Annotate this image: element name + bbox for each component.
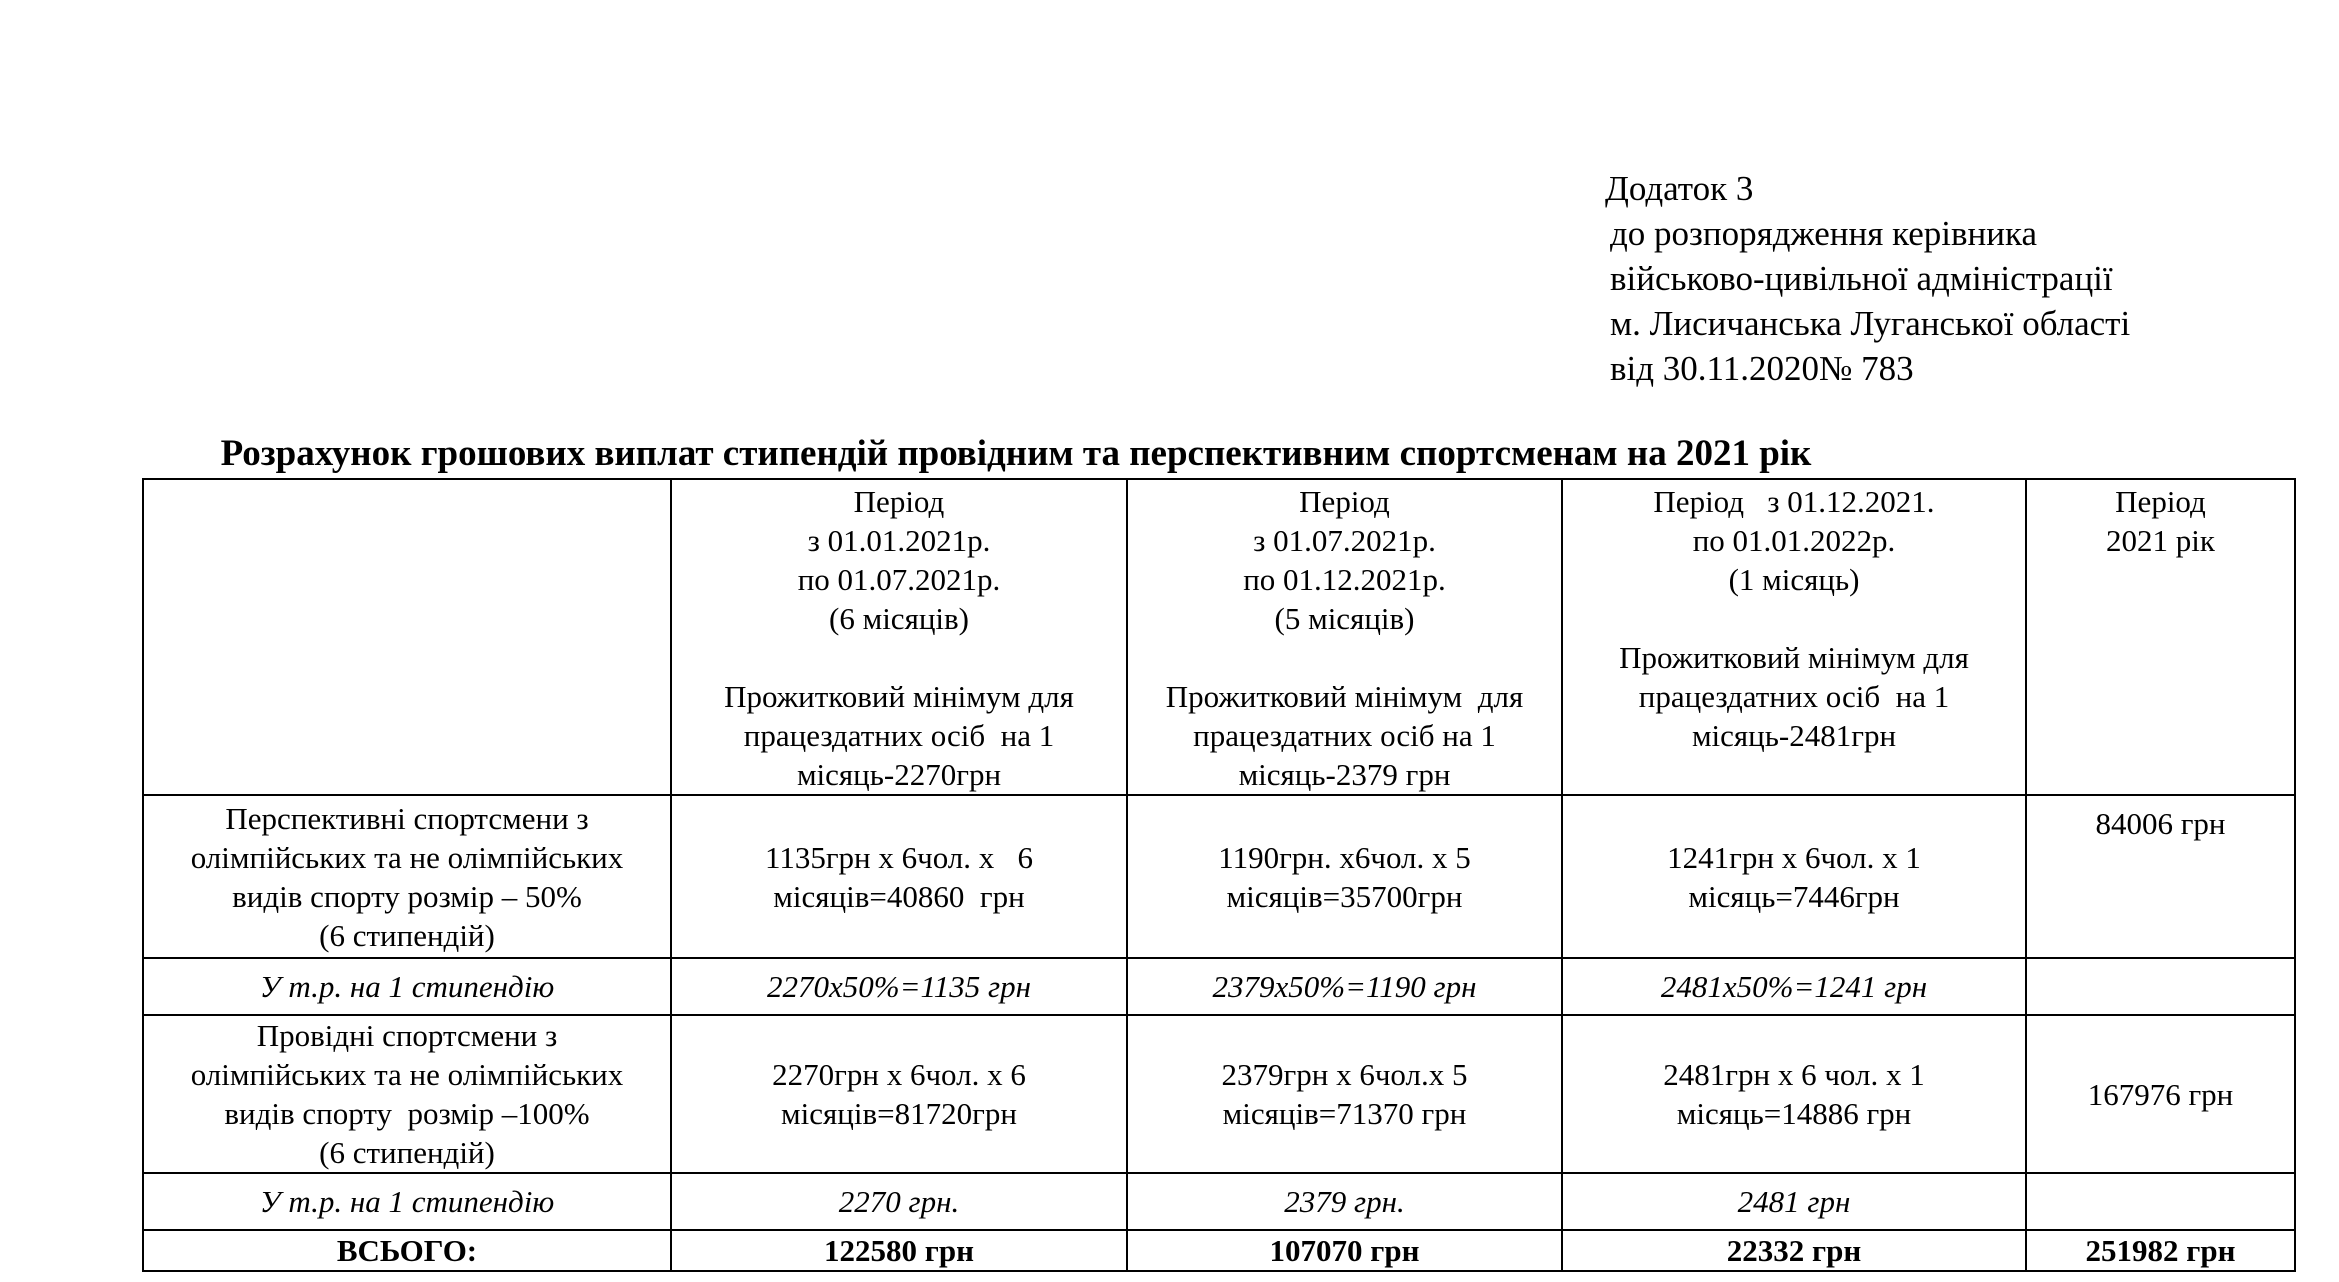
header-period-1 (671, 479, 1127, 795)
cell-line: 1190грн. х6чол. х 5 (1218, 839, 1471, 875)
header-period-2-line: місяць-2379 грн (1238, 757, 1451, 792)
cell-per-stipend-period-2: 2379х50%=1190 грн (1127, 958, 1562, 1015)
row-label-line: (6 стипендій) (319, 917, 495, 953)
cell-leading-period-3 (1562, 1015, 2026, 1173)
table-row-perspective-per-stipend (143, 958, 2295, 1015)
annex-city-line: м. Лисичанська Луганської області (1610, 304, 2131, 343)
document-title: Розрахунок грошових виплат стипендій провідним та перспективним спортсменам на 2021 рік (220, 433, 1812, 474)
header-period-1-line: Період (853, 484, 945, 519)
table-row-leading-per-stipend (143, 1173, 2295, 1230)
header-period-year (2026, 479, 2295, 795)
row-label-per-stipend: У т.р. на 1 стипендію (143, 1173, 671, 1230)
cell-total-period-1: 122580 грн (671, 1230, 1127, 1271)
cell-leading-period-1 (671, 1015, 1127, 1173)
table-row-perspective (143, 795, 2295, 958)
cell-per-stipend-period-3: 2481 грн (1562, 1173, 2026, 1230)
cell-line: місяців=40860 грн (773, 878, 1025, 914)
header-period-2-line: працездатних осіб на 1 (1193, 718, 1496, 753)
row-label-line: Провідні спортсмени з (256, 1018, 558, 1053)
cell-perspective-period-2 (1127, 795, 1562, 958)
cell-total-period-2: 107070 грн (1127, 1230, 1562, 1271)
cell-line: 2481грн х 6 чол. х 1 (1663, 1057, 1925, 1092)
header-period-3-line: працездатних осіб на 1 (1638, 679, 1950, 714)
cell-line: 2379грн х 6чол.х 5 (1221, 1057, 1468, 1092)
header-period-3 (1562, 479, 2026, 795)
table-row-total (143, 1230, 2295, 1271)
header-period-year-line: 2021 рік (2106, 523, 2215, 558)
cell-line: місяців=71370 грн (1222, 1096, 1467, 1131)
annex-block (1605, 166, 2130, 391)
header-empty-cell (143, 479, 671, 795)
spacer (1134, 638, 1555, 677)
header-period-2-line: Прожитковий мінімум для (1165, 679, 1524, 714)
header-period-1-line: працездатних осіб на 1 (743, 718, 1055, 753)
header-period-1-line: по 01.07.2021р. (797, 562, 1001, 597)
row-label-per-stipend: У т.р. на 1 стипендію (143, 958, 671, 1015)
cell-perspective-year-total: 84006 грн (2026, 795, 2295, 958)
annex-date-number-line: від 30.11.2020№ 783 (1610, 349, 1914, 388)
row-label-line: олімпійських та не олімпійських (190, 839, 624, 875)
row-label-line: олімпійських та не олімпійських (190, 1057, 624, 1092)
row-label-line: видів спорту розмір –100% (224, 1096, 590, 1131)
header-period-3-line: (1 місяць) (1728, 562, 1860, 597)
cell-line: 1241грн х 6чол. х 1 (1667, 839, 1921, 875)
cell-per-stipend-year (2026, 958, 2295, 1015)
cell-line: 2270грн х 6чол. х 6 (772, 1057, 1026, 1092)
header-period-2-line: з 01.07.2021р. (1253, 523, 1436, 558)
cell-per-stipend-period-2: 2379 грн. (1127, 1173, 1562, 1230)
cell-total-period-3: 22332 грн (1562, 1230, 2026, 1271)
annex-title: Додаток 3 (1605, 169, 1754, 208)
row-label-line: видів спорту розмір – 50% (232, 878, 582, 914)
cell-line: місяць=14886 грн (1676, 1096, 1912, 1131)
row-label-leading (143, 1015, 671, 1173)
header-period-year-line: Період (2115, 484, 2206, 519)
row-label-line: (6 стипендій) (319, 1135, 495, 1170)
table-header-row (143, 479, 2295, 795)
row-label-line: Перспективні спортсмени з (225, 800, 589, 836)
header-period-3-line: Прожитковий мінімум для (1619, 640, 1969, 675)
cell-per-stipend-period-3: 2481х50%=1241 грн (1562, 958, 2026, 1015)
header-period-1-line: (6 місяців) (829, 601, 969, 636)
header-period-3-line: по 01.01.2022р. (1692, 523, 1896, 558)
cell-leading-period-2 (1127, 1015, 1562, 1173)
cell-line: місяців=35700грн (1226, 878, 1463, 914)
header-period-3-line: місяць-2481грн (1691, 718, 1897, 753)
header-period-1-line: місяць-2270грн (796, 757, 1002, 792)
row-label-total: ВСЬОГО: (143, 1230, 671, 1271)
header-period-3-line: Період з 01.12.2021. (1653, 484, 1935, 519)
header-period-2-line: (5 місяців) (1274, 601, 1415, 636)
table-row-leading (143, 1015, 2295, 1173)
stipend-calculation-table (142, 478, 2296, 1272)
cell-per-stipend-period-1: 2270х50%=1135 грн (671, 958, 1127, 1015)
row-label-perspective (143, 795, 671, 958)
header-period-2-line: Період (1299, 484, 1390, 519)
cell-perspective-period-1 (671, 795, 1127, 958)
header-period-1-line: з 01.01.2021р. (807, 523, 991, 558)
annex-order-line: до розпорядження керівника (1610, 214, 2037, 253)
cell-per-stipend-year (2026, 1173, 2295, 1230)
cell-total-year: 251982 грн (2026, 1230, 2295, 1271)
header-period-1-line: Прожитковий мінімум для (724, 679, 1074, 714)
cell-per-stipend-period-1: 2270 грн. (671, 1173, 1127, 1230)
cell-perspective-period-3 (1562, 795, 2026, 958)
spacer (1569, 599, 2019, 638)
header-period-2 (1127, 479, 1562, 795)
spacer (678, 638, 1120, 677)
cell-line: місяць=7446грн (1688, 878, 1900, 914)
header-period-2-line: по 01.12.2021р. (1243, 562, 1446, 597)
cell-line: 1135грн х 6чол. х 6 (764, 839, 1034, 875)
cell-leading-year-total: 167976 грн (2026, 1015, 2295, 1173)
cell-line: місяців=81720грн (781, 1096, 1017, 1131)
annex-administration-line: військово-цивільної адміністрації (1610, 259, 2113, 298)
